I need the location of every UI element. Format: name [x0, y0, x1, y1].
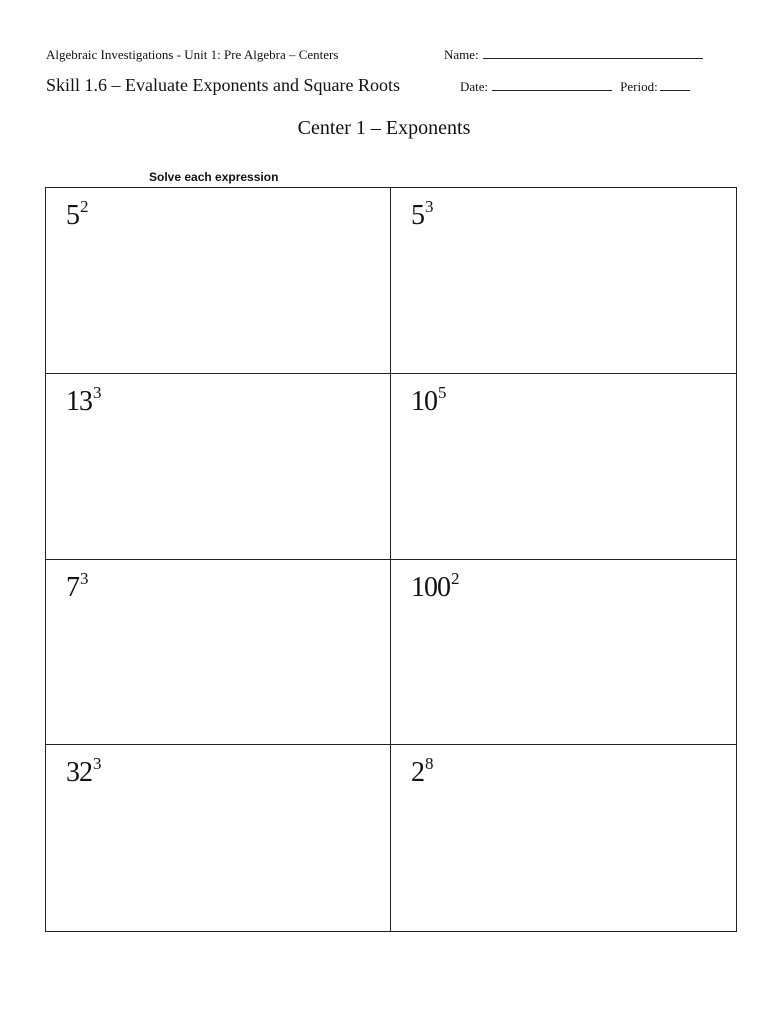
instruction-text: Solve each expression — [149, 170, 279, 184]
date-label: Date: — [460, 79, 489, 94]
problem-cell[interactable] — [391, 560, 736, 746]
problem-exponent: 3 — [425, 197, 434, 216]
problem-exponent: 3 — [93, 382, 102, 402]
problem-expression — [66, 197, 89, 231]
problem-exponent: 8 — [425, 754, 434, 774]
problem-base: 10 — [411, 385, 437, 417]
problem-base: 32 — [66, 757, 92, 789]
problem-expression — [66, 568, 89, 603]
course-line: Algebraic Investigations - Unit 1: Pre Algebra – Centers — [46, 47, 339, 62]
problem-exponent: 5 — [438, 382, 447, 402]
problem-base: 7 — [66, 571, 79, 603]
skill-title: Skill 1.6 – Evaluate Exponents and Square Roots — [46, 75, 400, 95]
problem-expression — [411, 568, 460, 603]
problem-expression — [411, 754, 434, 789]
problem-base: 5 — [411, 200, 424, 231]
name-field-group — [444, 47, 703, 63]
problem-grid — [45, 187, 737, 932]
problem-expression — [66, 754, 102, 789]
problem-cell[interactable] — [391, 745, 736, 931]
problem-base: 13 — [66, 385, 92, 417]
date-period-group — [460, 79, 690, 95]
problem-cell[interactable] — [46, 560, 391, 746]
center-title — [0, 117, 768, 140]
problem-exponent: 2 — [80, 197, 89, 216]
date-blank[interactable] — [492, 79, 612, 91]
name-blank[interactable] — [483, 47, 703, 59]
period-blank[interactable] — [660, 79, 690, 91]
problem-expression — [411, 382, 447, 417]
problem-base: 2 — [411, 757, 424, 789]
problem-expression — [411, 197, 434, 231]
problem-cell[interactable] — [391, 188, 736, 374]
problem-expression — [66, 382, 102, 417]
problem-exponent: 3 — [93, 754, 102, 774]
problem-exponent: 2 — [451, 568, 460, 588]
problem-exponent: 3 — [80, 568, 89, 588]
problem-cell[interactable] — [391, 374, 736, 560]
problem-cell[interactable] — [46, 374, 391, 560]
problem-base: 5 — [66, 200, 79, 231]
period-label: Period: — [620, 79, 658, 94]
problem-cell[interactable] — [46, 745, 391, 931]
problem-base: 100 — [411, 571, 450, 603]
problem-cell[interactable] — [46, 188, 391, 374]
name-label: Name: — [444, 47, 479, 62]
center-title-text: Center 1 – Exponents — [297, 117, 471, 139]
